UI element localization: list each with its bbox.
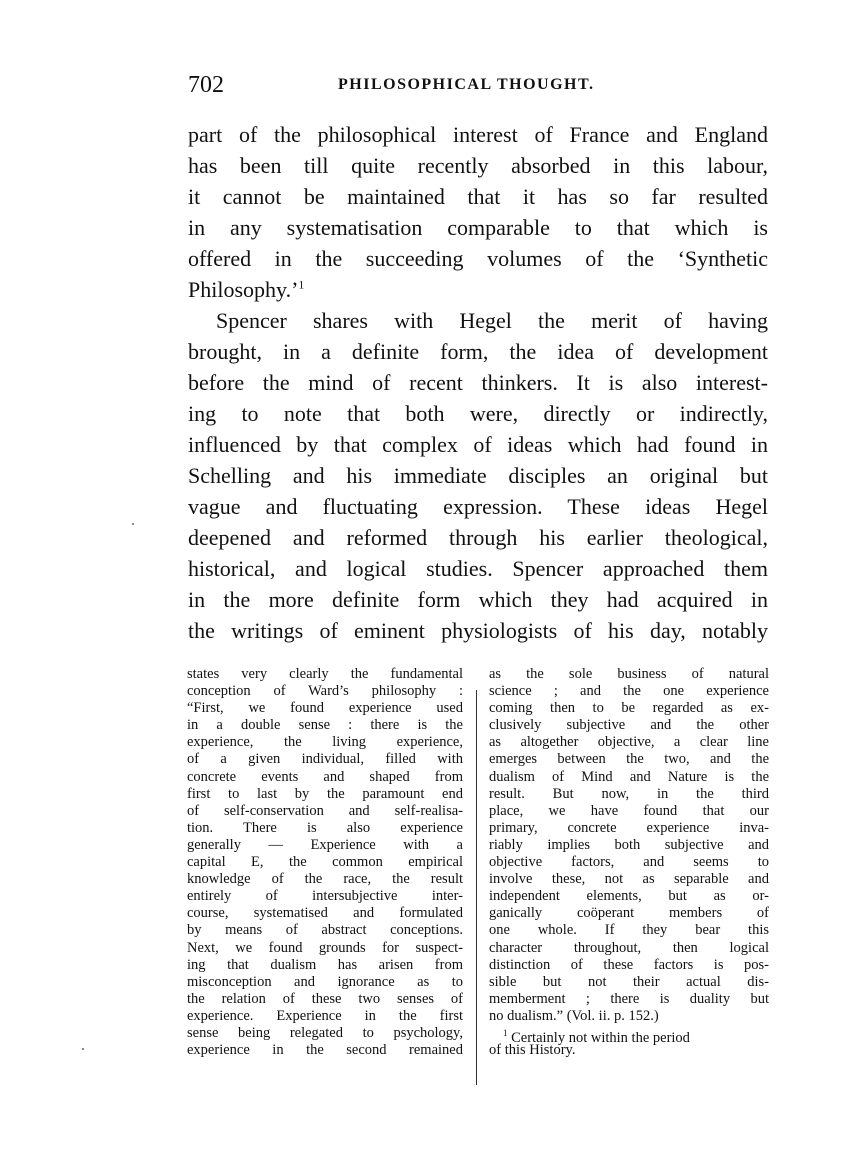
footnote-line: involve these, not as separable and xyxy=(489,871,769,888)
footnote-line: riably implies both subjective and xyxy=(489,836,769,853)
footnote-line: primary, concrete experience inva- xyxy=(489,819,769,836)
footnote-line: coming then to be regarded as ex- xyxy=(489,700,769,717)
footnote-right-column xyxy=(489,666,769,1059)
footnote-line: independent elements, but as or- xyxy=(489,888,769,905)
footnote-line: ing that dualism has arisen from xyxy=(187,956,463,973)
footnote-line: result. But now, in the third xyxy=(489,785,769,802)
footnote-line: memberment ; there is duality but xyxy=(489,990,769,1007)
text-line: has been till quite recently absorbed in this labour, xyxy=(188,153,768,178)
footnote-line: no dualism.” (Vol. ii. p. 152.) xyxy=(489,1007,659,1024)
page-header xyxy=(188,72,768,102)
column-divider xyxy=(476,690,477,1085)
footnote-line: as altogether objective, a clear line xyxy=(489,734,769,751)
footnote-line: entirely of intersubjective inter- xyxy=(187,888,463,905)
footnote-line: the relation of these two senses of xyxy=(187,990,463,1007)
text-line: the writings of eminent physiologists of his day, notably xyxy=(188,618,768,643)
footnote-1-text: Certainly not within the period xyxy=(511,1029,690,1046)
text-line: deepened and reformed through his earlier theological, xyxy=(188,525,768,550)
footnote-line: of this History. xyxy=(489,1042,576,1059)
footnote-line: objective factors, and seems to xyxy=(489,854,769,871)
text-line: ing to note that both were, directly or indirectly, xyxy=(188,401,768,426)
footnote-line: one whole. If they bear this xyxy=(489,922,769,939)
page-number: 702 xyxy=(188,72,224,98)
footnote-line: states very clearly the fundamental xyxy=(187,666,463,682)
main-text xyxy=(188,119,768,646)
footnote-line: of a given individual, filled with xyxy=(187,751,463,768)
footnote-line: character throughout, then logical xyxy=(489,939,769,956)
footnote-line: dualism of Mind and Nature is the xyxy=(489,768,769,785)
text-line xyxy=(188,274,768,305)
scan-speck xyxy=(132,523,134,525)
text-line: in the more definite form which they had acquired in xyxy=(188,587,768,612)
text-line: vague and fluctuating expression. These ideas Hegel xyxy=(188,494,768,519)
footnote-line: of self-conservation and self-realisa- xyxy=(187,802,463,819)
text-line: before the mind of recent thinkers. It is also interest- xyxy=(188,370,768,395)
footnote-line: in a double sense : there is the xyxy=(187,717,463,734)
footnote-line: conception of Ward’s philosophy : xyxy=(187,683,463,700)
footnote-line: sible but not their actual dis- xyxy=(489,973,769,990)
footnote-line: ganically coöperant members of xyxy=(489,905,769,922)
text-line: offered in the succeeding volumes of the ‘Synthetic xyxy=(188,246,768,271)
footnote-line: course, systematised and formulated xyxy=(187,905,463,922)
text-line: it cannot be maintained that it has so far resulted xyxy=(188,184,768,209)
footnote-line: “First, we found experience used xyxy=(187,700,463,717)
footnote-left-column xyxy=(187,666,463,1059)
footnote-line: emerges between the two, and the xyxy=(489,751,769,768)
text-line: part of the philosophical interest of France and England xyxy=(188,122,768,147)
paragraph-end-text: Philosophy.’ xyxy=(188,277,299,302)
footnote-line: distinction of these factors is pos- xyxy=(489,956,769,973)
text-line: Spencer shares with Hegel the merit of having xyxy=(216,308,768,333)
running-title: PHILOSOPHICAL THOUGHT. xyxy=(338,76,595,93)
text-line: in any systematisation comparable to that which is xyxy=(188,215,768,240)
footnote-line: generally — Experience with a xyxy=(187,836,463,853)
footnote-1 xyxy=(489,1025,769,1046)
footnote-line: place, we have found that our xyxy=(489,802,769,819)
footnote-line: experience in the second remained xyxy=(187,1042,463,1059)
text-line: historical, and logical studies. Spencer approached them xyxy=(188,556,768,581)
footnote-line: first to last by the paramount end xyxy=(187,785,463,802)
scan-speck xyxy=(82,1048,84,1050)
text-line: Schelling and his immediate disciples an original but xyxy=(188,463,768,488)
footnote-line: capital E, the common empirical xyxy=(187,854,463,871)
footnote-line: sense being relegated to psychology, xyxy=(187,1024,463,1041)
footnote-line: misconception and ignorance as to xyxy=(187,973,463,990)
footnote-line: Next, we found grounds for suspect- xyxy=(187,939,463,956)
footnote-line: knowledge of the race, the result xyxy=(187,871,463,888)
footnote-1-marker: 1 xyxy=(503,1027,508,1038)
footnote-line: experience. Experience in the first xyxy=(187,1007,463,1024)
footnote-line: as the sole business of natural xyxy=(489,666,769,682)
footnote-line: tion. There is also experience xyxy=(187,819,463,836)
footnote-line: science ; and the one experience xyxy=(489,683,769,700)
text-line: influenced by that complex of ideas which had found in xyxy=(188,432,768,457)
footnote-line: by means of abstract conceptions. xyxy=(187,922,463,939)
text-line: brought, in a definite form, the idea of development xyxy=(188,339,768,364)
footnote-line: experience, the living experience, xyxy=(187,734,463,751)
footnote-line: clusively subjective and the other xyxy=(489,717,769,734)
footnote-reference: 1 xyxy=(298,277,305,292)
footnote-line: concrete events and shaped from xyxy=(187,768,463,785)
